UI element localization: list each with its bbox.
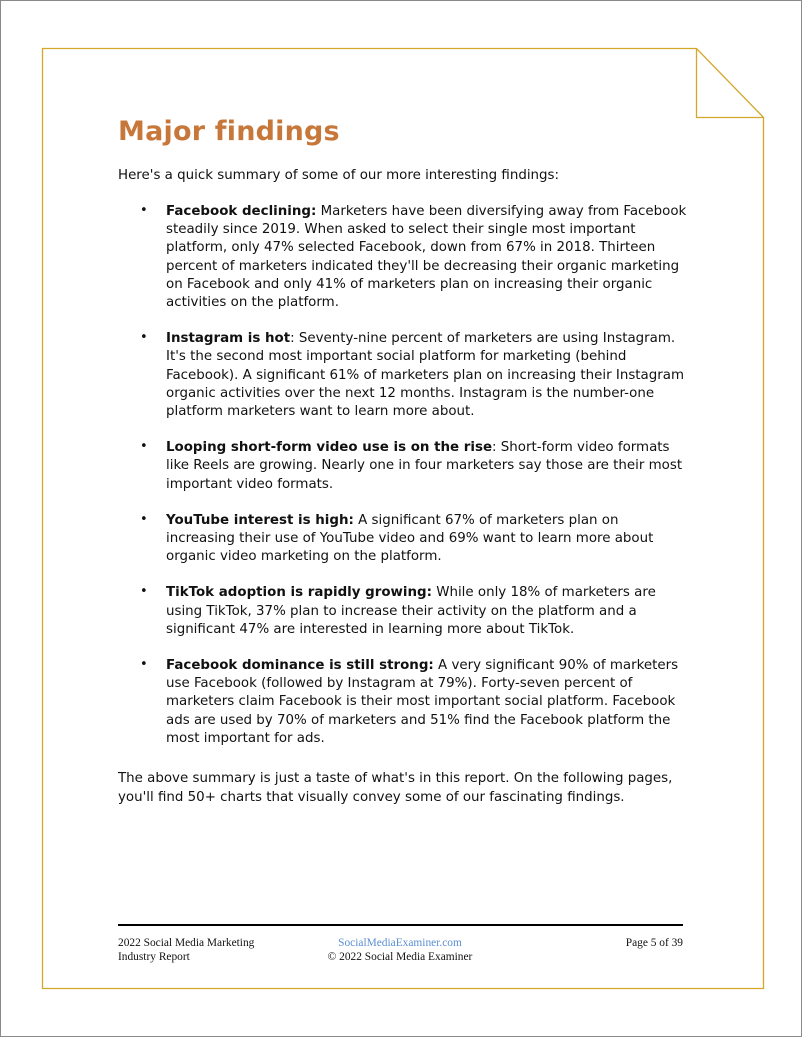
list-item: [118, 203, 688, 312]
finding-heading: Facebook dominance is still strong:: [166, 658, 434, 674]
copyright-notice: © 2022 Social Media Examiner: [327, 951, 473, 963]
footer-divider: [118, 924, 683, 926]
intro-text: Here's a quick summary of some of our more interesting findings:: [118, 168, 560, 183]
finding-body: A very significant 90% of marketers use Facebook (followed by Instagram at 79%). Forty-seven percent of marketers claim Facebook is their most important social platform. Facebook ads are used by 70% of marketers and 51% find the Facebook platform the most important for ads.: [166, 658, 679, 746]
bullet-icon: •: [140, 330, 148, 346]
list-item: [118, 657, 688, 748]
finding-heading: Looping short-form video use is on the rise: [166, 440, 493, 456]
report-title-line2: Industry Report: [118, 951, 190, 963]
list-item: [118, 330, 688, 421]
outro-text: The above summary is just a taste of what's in this report. On the following pages, you'll find 50+ charts that visually convey some of our fascinating findings.: [118, 771, 673, 805]
report-title: [118, 936, 318, 964]
finding-heading: Instagram is hot: [166, 331, 291, 347]
finding-body: A significant 67% of marketers plan on increasing their use of YouTube video and 69% want to learn more about organic video marketing on the platform.: [166, 512, 654, 565]
bullet-icon: •: [140, 203, 148, 218]
finding-heading: YouTube interest is high:: [166, 512, 354, 528]
bullet-icon: •: [140, 584, 148, 600]
findings-list: [118, 203, 688, 766]
list-item: [118, 512, 688, 567]
finding-body: While only 18% of marketers are using TikTok, 37% plan to increase their activity on the platform and a significant 47% are interested in learning more about TikTok.: [166, 585, 656, 637]
finding-body: : Seventy-nine percent of marketers are using Instagram. It's the second most important social platform for marketing (behind Facebook). A significant 61% of marketers plan on increasing their Instagram organic activities over the next 12 months. Instagram is the number-one platform marketers want to learn more about.: [166, 331, 685, 420]
bullet-icon: •: [140, 439, 148, 455]
bullet-icon: •: [140, 511, 148, 527]
page-number: Page 5 of 39: [625, 937, 683, 949]
publisher-info: [300, 936, 500, 964]
list-item: [118, 584, 688, 639]
bullet-icon: •: [140, 657, 148, 673]
list-item: [118, 439, 688, 494]
finding-heading: TikTok adoption is rapidly growing:: [166, 585, 432, 601]
site-link[interactable]: SocialMediaExaminer.com: [338, 937, 462, 949]
finding-body: Marketers have been diversifying away from Facebook steadily since 2019. When asked to select their single most important platform, only 47% selected Facebook, down from 67% in 2018. Thirteen percent of marketers indicated they'll be decreasing their organic marketing on Facebook and only 41% of marketers plan on increasing their organic activities on the platform.: [166, 204, 687, 311]
finding-body: : Short-form video formats like Reels are growing. Nearly one in four marketers say those are their most important video formats.: [166, 440, 683, 492]
page-title: Major findings: [118, 116, 340, 147]
report-title-line1: 2022 Social Media Marketing: [118, 937, 255, 949]
finding-heading: Facebook declining:: [166, 204, 317, 219]
